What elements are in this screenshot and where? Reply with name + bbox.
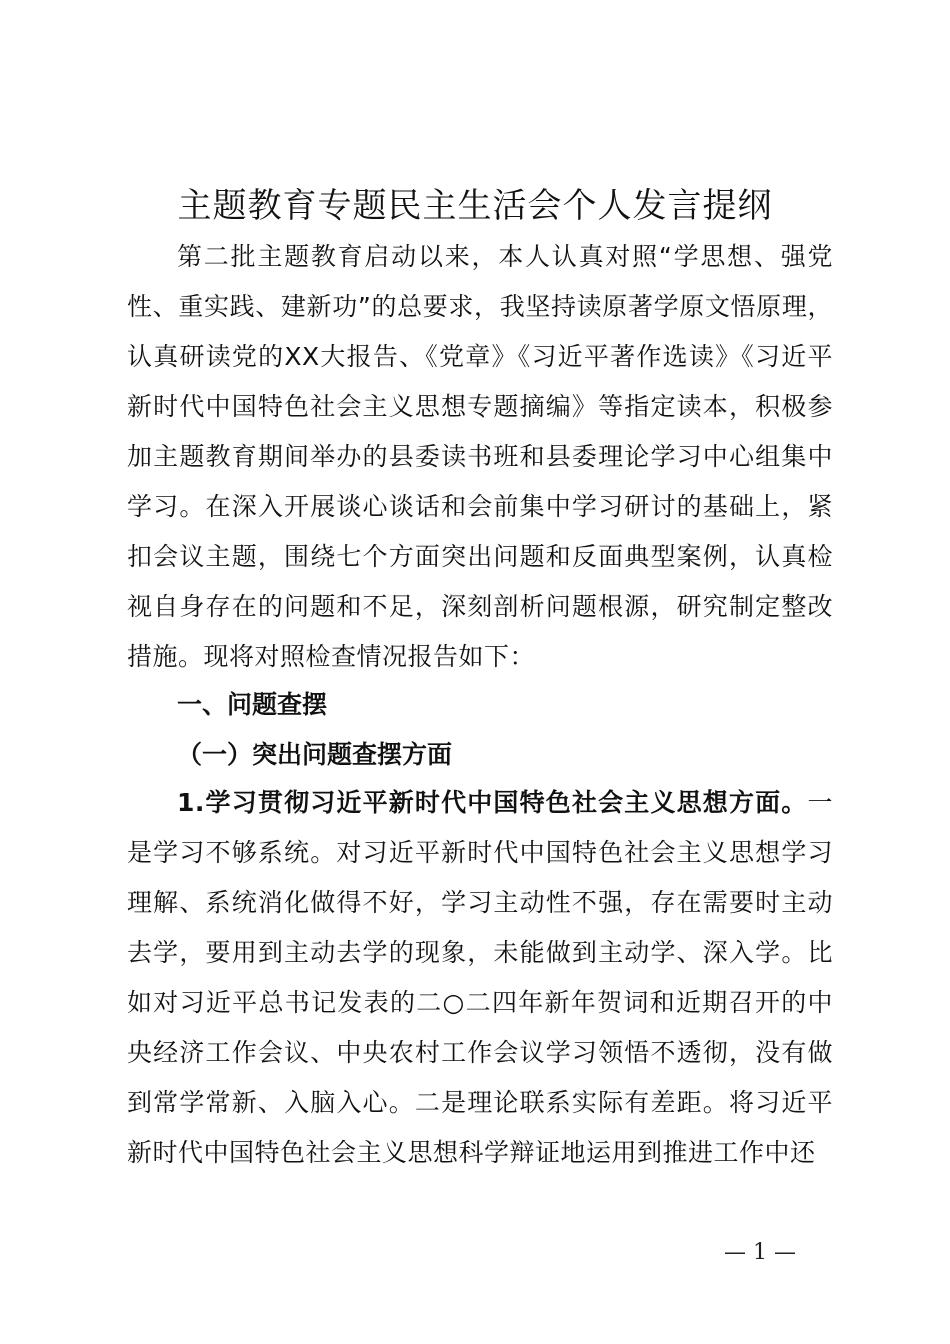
page-number: — 1 — [724,1240,796,1265]
item-1-body: 一是学习不够系统。对习近平新时代中国特色社会主义思想学习理解、系统消化做得不好，学习主动性不强，存在需要时主动去学，要用到主动去学的现象，未能做到主动学、深入学。比如对习近平总书记发表的二○二四年新年贺词和近期召开的中央经济工作会议、中央农村工作会议学习领悟不透彻，没有做到常学常新、入脑入心。二是理论联系实际有差距。将习近平新时代中国特色社会主义思想科学辩证地运用到推进工作中还 [127,788,833,1167]
subsection-heading: （一）突出问题查摆方面 [177,740,453,769]
item-1-paragraph [127,778,833,1178]
intro-paragraph: 第二批主题教育启动以来，本人认真对照“学思想、强党性、重实践、建新功”的总要求，我坚持读原著学原文悟原理，认真研读党的XX大报告、《党章》《习近平著作选读》《习近平新时代中国特色社会主义思想专题摘编》等指定读本，积极参加主题教育期间举办的县委读书班和县委理论学习中心组集中学习。在深入开展谈心谈话和会前集中学习研讨的基础上，紧扣会议主题，围绕七个方面突出问题和反面典型案例，认真检视自身存在的问题和不足，深刻剖析问题根源，研究制定整改措施。现将对照检查情况报告如下： [127,242,833,671]
section-heading: 一、问题查摆 [177,690,328,719]
document-title: 主题教育专题民主生活会个人发言提纲 [177,186,773,226]
item-1-lead: 1.学习贯彻习近平新时代中国特色社会主义思想方面。 [177,788,808,817]
